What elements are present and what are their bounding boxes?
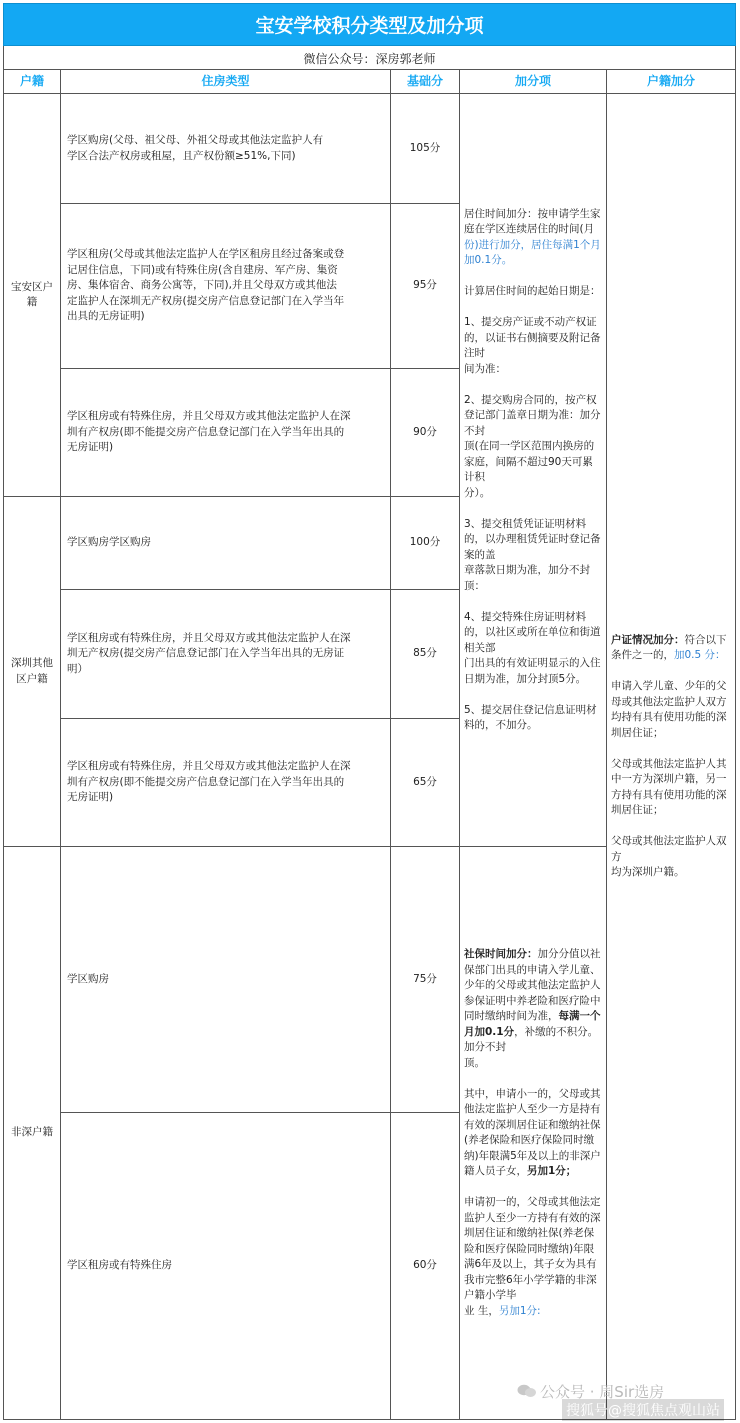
header-hukou-bonus: 户籍加分 (606, 69, 736, 94)
housing-row-3: 学区租房或有特殊住房，并且父母双方或其他法定监护人在深 圳有产权房(即不能提交房产信息登记部门在入学当年出具的 无房证明) (60, 368, 391, 497)
header-hukou: 户籍 (3, 69, 61, 94)
score-row-6: 65分 (390, 718, 460, 847)
housing-row-1: 学区购房(父母、祖父母、外祖父母或其他法定监护人有 学区合法产权房或租屋，且产权份额≥51%,下同) (60, 93, 391, 204)
hukou-status-bonus (606, 93, 736, 1420)
wechat-icon (517, 1384, 537, 1398)
housing-row-2: 学区租房(父母或其他法定监护人在学区租房且经过备案或登 记居住信息，下同)或有特殊住房(含自建房、军产房、集资 房、集体宿舍、商务公寓等，下同),并且父母双方或其他法 定监护人在深圳无产权房(提交房产信息登记部门在入学当年 出具的无房证明) (60, 203, 391, 369)
social-bonus-extra-2: 另加1分: (498, 1304, 541, 1317)
page-title: 宝安学校积分类型及加分项 (3, 3, 736, 46)
group-shenzhen-other-hukou: 深圳其他 区户籍 (3, 496, 61, 847)
watermark-source: 搜狐号@搜狐焦点观山站 (562, 1399, 724, 1421)
score-row-7: 75分 (390, 846, 460, 1113)
score-row-8: 60分 (390, 1112, 460, 1420)
social-bonus-text-3: 申请初一的，父母或其他法定 监护人至少一方持有有效的深 圳居住证和缴纳社保(养老保 险和医疗保险同时缴纳)年限 满6年及以上，其子女为具有 我市完整6年小学学籍的非深 户籍小学毕 业 生， (464, 1196, 601, 1317)
social-bonus-text-2: ，补缴的不积分。 加分不封 顶。 其中，申请小一的，父母或其 他法定监护人至少一方是持有 有效的深圳居住证和缴纳社保 (养老保险和医疗保险同时缴 纳)年限满5年及以上的非深户 籍人员子女， (464, 1025, 601, 1177)
residence-bonus-text-b: 份)进行加分，居住每满1个月 加0.1分。 (464, 238, 601, 266)
residence-time-bonus (459, 93, 607, 847)
housing-row-8: 学区租房或有特殊住房 (60, 1112, 391, 1420)
score-row-4: 100分 (390, 496, 460, 590)
social-bonus-heading: 社保时间加分： (464, 948, 538, 960)
group-non-shenzhen-hukou: 非深户籍 (3, 846, 61, 1420)
score-row-5: 85分 (390, 589, 460, 719)
residence-bonus-text-c: 计算居住时间的起始日期是： 1、提交房产证或不动产权证 的，以证书右侧摘要及附记备 注时 间为准： 2、提交购房合同的，按产权 登记部门盖章日期为准：加分 不封 顶(在同一学区范围内换房的 家庭，间隔不超过90天可累 计积 分）。 3、提交租赁凭证证明材料 的，以办理租赁凭证时登记备 案的盖 章落款日期为准，加分不封 顶： 4、提交特殊住房证明材料 的，以社区或所在单位和街道 相关部 门出具的有效证明显示的入住 日期为准，加分封顶5分。 5、提交居住登记信息证明材 料的，不加分。 (464, 285, 601, 731)
group-baoan-hukou: 宝安区户 籍 (3, 93, 61, 497)
hukou-bonus-text-1: 符合以下 条件之一的， (611, 633, 727, 661)
social-bonus-monthly: 每满一个 月加0.1分 (464, 1010, 601, 1038)
score-row-3: 90分 (390, 368, 460, 497)
hukou-bonus-text-2: 申请入学儿童、少年的父 母或其他法定监护人双方 均持有具有使用功能的深 圳居住证； 父母或其他法定监护人其 中一方为深圳户籍，另一 方持有具有使用功能的深 圳居住证； 父母或其他法定监护人双 方 均为深圳户籍。 (611, 680, 727, 878)
watermark-account: 公众号 · 周Sir选房 (540, 1383, 665, 1401)
score-row-2: 95分 (390, 203, 460, 369)
hukou-bonus-value: 加0.5 分： (674, 649, 726, 661)
housing-row-4: 学区购房学区购房 (60, 496, 391, 590)
housing-row-5: 学区租房或有特殊住房，并且父母双方或其他法定监护人在深 圳无产权房(提交房产信息登记部门在入学当年出具的无房证 明） (60, 589, 391, 719)
social-bonus-text-1: 加分分值以社 保部门出具的申请入学儿童、 少年的父母或其他法定监护人 参保证明中养老险和医疗险中 同时缴纳时间为准， (464, 948, 601, 1022)
social-bonus-extra-1: 另加1分； (527, 1165, 577, 1177)
housing-row-7: 学区购房 (60, 846, 391, 1113)
hukou-bonus-heading: 户证情况加分： (611, 633, 685, 646)
housing-row-6: 学区租房或有特殊住房，并且父母双方或其他法定监护人在深 圳有产权房(即不能提交房产信息登记部门在入学当年出具的 无房证明) (60, 718, 391, 847)
social-security-bonus (459, 846, 607, 1420)
header-bonus-items: 加分项 (459, 69, 607, 94)
header-housing-type: 住房类型 (60, 69, 391, 94)
page-subtitle: 微信公众号：深房郭老师 (3, 46, 736, 70)
score-row-1: 105分 (390, 93, 460, 204)
residence-bonus-text-a: 居住时间加分：按申请学生家 庭在学区连续居住的时间(月 (464, 207, 601, 235)
header-base-score: 基础分 (390, 69, 460, 94)
